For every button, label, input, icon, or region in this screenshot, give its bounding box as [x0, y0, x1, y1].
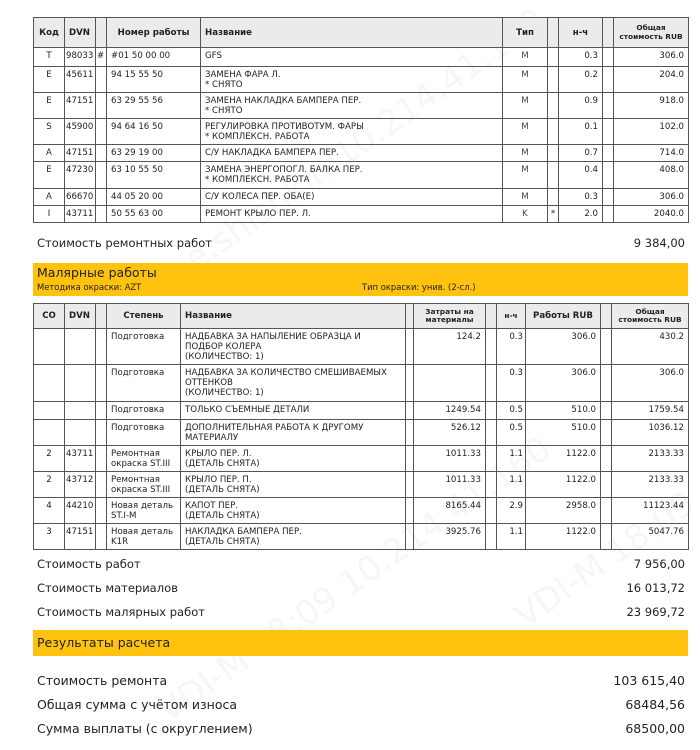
cell-co — [34, 365, 65, 402]
cell-type: M — [503, 145, 548, 162]
payout-label: Сумма выплаты (с округлением) — [37, 720, 253, 736]
cell-dvn: 47151 — [65, 524, 96, 550]
cell-work: 306.0 — [526, 365, 601, 402]
repair-cost-row — [33, 668, 688, 692]
cell-hours: 1.1 — [497, 524, 526, 550]
cell-work-number: 94 64 16 50 — [107, 119, 201, 145]
cell-name — [181, 365, 406, 402]
cell-materials: 8165.44 — [414, 498, 486, 524]
cell-code: E — [34, 162, 65, 189]
col-header-blank — [96, 304, 107, 329]
cell-total: 2133.33 — [612, 472, 689, 498]
level-line-1: Новая деталь — [111, 527, 174, 537]
paint-materials-total-row — [33, 576, 688, 600]
cell-flag — [96, 145, 107, 162]
col-header-total: Общая стоимость RUB — [614, 18, 689, 48]
paint-section-header — [33, 263, 688, 296]
level-line-2: окраска ST.III — [111, 485, 171, 495]
cell-name — [181, 472, 406, 498]
cell-mark — [548, 119, 559, 145]
cell-blank — [96, 402, 107, 420]
table-row — [34, 93, 689, 119]
cell-work-number: 44 05 20 00 — [107, 189, 201, 206]
col-header-blank — [601, 304, 612, 329]
cell-level — [107, 472, 181, 498]
cell-name — [201, 48, 503, 67]
cell-mark: * — [548, 206, 559, 223]
depreciated-total-value: 68484,56 — [625, 696, 685, 712]
table-header-row — [34, 18, 689, 48]
results-section-header — [33, 630, 688, 656]
level-line-1: Ремонтная — [111, 475, 160, 485]
cell-flag: # — [96, 48, 107, 67]
cell-materials: 1249.54 — [414, 402, 486, 420]
col-header-flag — [96, 18, 107, 48]
level-line-1: Ремонтная — [111, 449, 160, 459]
cell-dvn: 47151 — [65, 145, 96, 162]
cell-hours: 0.2 — [559, 67, 603, 93]
cell-blank — [406, 329, 414, 365]
cell-blank — [406, 498, 414, 524]
table-row — [34, 446, 689, 472]
table-row — [34, 365, 689, 402]
name-line-2: * СНЯТО — [205, 106, 243, 116]
repair-total-value: 9 384,00 — [633, 236, 685, 250]
cell-code: S — [34, 119, 65, 145]
cell-blank — [96, 420, 107, 446]
cell-level — [107, 446, 181, 472]
cell-co — [34, 329, 65, 365]
cell-blank — [603, 162, 614, 189]
cell-blank — [603, 145, 614, 162]
table-row — [34, 67, 689, 93]
cell-blank — [96, 498, 107, 524]
cell-dvn: 47151 — [65, 93, 96, 119]
cell-name — [201, 145, 503, 162]
cell-materials — [414, 365, 486, 402]
cell-hours: 1.1 — [497, 446, 526, 472]
col-header-work: Работы RUB — [526, 304, 601, 329]
cell-dvn — [65, 402, 96, 420]
name-line-2: * КОМПЛЕКСН. РАБОТА — [205, 175, 310, 185]
col-header-name: Название — [181, 304, 406, 329]
table-row — [34, 420, 689, 446]
name-line-2: ОТТЕНКОВ — [185, 378, 233, 388]
col-header-type: Тип — [503, 18, 548, 48]
cell-blank — [406, 524, 414, 550]
paint-type: Тип окраски: унив. (2-сл.) — [362, 282, 476, 292]
depreciated-total-label: Общая сумма с учётом износа — [37, 696, 238, 712]
name-line-1: ТОЛЬКО СЪЕМНЫЕ ДЕТАЛИ — [185, 405, 310, 415]
cell-co — [34, 420, 65, 446]
name-line-1: РЕГУЛИРОВКА ПРОТИВОТУМ. ФАРЫ — [205, 122, 364, 132]
col-header-hours: н-ч — [497, 304, 526, 329]
cell-type: K — [503, 206, 548, 223]
level-line-1: Подготовка — [111, 423, 165, 433]
cell-total: 306.0 — [614, 48, 689, 67]
col-header-dvn: DVN — [65, 304, 96, 329]
col-header-work-number: Номер работы — [107, 18, 201, 48]
cell-work-number: #01 50 00 00 — [107, 48, 201, 67]
paint-section-title: Малярные работы — [37, 265, 157, 280]
table-row — [34, 189, 689, 206]
cell-mark — [548, 48, 559, 67]
name-line-1: С/У НАКЛАДКА БАМПЕРА ПЕР. — [205, 148, 339, 158]
table-row — [34, 145, 689, 162]
cell-co: 2 — [34, 472, 65, 498]
cell-total: 2133.33 — [612, 446, 689, 472]
depreciated-total-row — [33, 692, 688, 716]
table-row — [34, 119, 689, 145]
cell-materials: 3925.76 — [414, 524, 486, 550]
repair-total-label: Стоимость ремонтных работ — [37, 236, 212, 250]
cell-mark — [548, 189, 559, 206]
cell-work: 2958.0 — [526, 498, 601, 524]
cell-dvn: 98033 — [65, 48, 96, 67]
paint-total-label: Стоимость малярных работ — [37, 605, 205, 619]
name-line-1: С/У КОЛЕСА ПЕР. ОБА(Е) — [205, 192, 315, 202]
cell-blank — [486, 446, 497, 472]
paint-materials-total-value: 16 013,72 — [626, 581, 685, 595]
name-line-1: РЕМОНТ КРЫЛО ПЕР. Л. — [205, 209, 311, 219]
name-line-2: МАТЕРИАЛУ — [185, 433, 239, 443]
table-row — [34, 206, 689, 223]
cell-hours: 0.3 — [559, 189, 603, 206]
cell-blank — [603, 48, 614, 67]
cell-name — [181, 524, 406, 550]
cell-work-number: 94 15 55 50 — [107, 67, 201, 93]
cell-hours: 0.3 — [497, 329, 526, 365]
name-line-1: КРЫЛО ПЕР. П. — [185, 475, 252, 485]
cell-type: M — [503, 48, 548, 67]
table-header-row — [34, 304, 689, 329]
cell-blank — [486, 420, 497, 446]
col-header-blank — [603, 18, 614, 48]
cell-hours: 0.7 — [559, 145, 603, 162]
cell-flag — [96, 93, 107, 119]
level-line-1: Подготовка — [111, 368, 165, 378]
cell-blank — [601, 329, 612, 365]
cell-work: 510.0 — [526, 402, 601, 420]
col-header-code: Код — [34, 18, 65, 48]
cell-blank — [486, 472, 497, 498]
cell-dvn — [65, 365, 96, 402]
cell-name — [181, 420, 406, 446]
col-header-materials: Затраты на материалы — [414, 304, 486, 329]
name-line-1: ЗАМЕНА ФАРА Л. — [205, 70, 281, 80]
name-line-1: НАДБАВКА ЗА НАПЫЛЕНИЕ ОБРАЗЦА И — [185, 332, 361, 342]
cell-blank — [96, 446, 107, 472]
results-list — [33, 668, 688, 740]
cell-materials: 124.2 — [414, 329, 486, 365]
cell-flag — [96, 189, 107, 206]
cell-blank — [486, 329, 497, 365]
table-row — [34, 524, 689, 550]
col-header-blank — [406, 304, 414, 329]
cell-blank — [601, 498, 612, 524]
cell-blank — [601, 420, 612, 446]
cell-co: 2 — [34, 446, 65, 472]
cell-blank — [486, 524, 497, 550]
cell-total: 430.2 — [612, 329, 689, 365]
cell-materials: 1011.33 — [414, 446, 486, 472]
cell-blank — [603, 93, 614, 119]
cell-dvn: 45611 — [65, 67, 96, 93]
cell-name — [181, 498, 406, 524]
cell-work: 306.0 — [526, 329, 601, 365]
name-line-2: * КОМПЛЕКСН. РАБОТА — [205, 132, 310, 142]
name-line-1: КАПОТ ПЕР. — [185, 501, 238, 511]
cell-name — [201, 206, 503, 223]
cell-code: T — [34, 48, 65, 67]
name-line-1: ДОПОЛНИТЕЛЬНАЯ РАБОТА К ДРУГОМУ — [185, 423, 364, 433]
cell-work-number: 50 55 63 00 — [107, 206, 201, 223]
name-line-1: ЗАМЕНА НАКЛАДКА БАМПЕРА ПЕР. — [205, 96, 362, 106]
name-line-2: (ДЕТАЛЬ СНЯТА) — [185, 511, 260, 521]
cell-blank — [603, 189, 614, 206]
cell-blank — [603, 119, 614, 145]
name-line-1: ЗАМЕНА ЭНЕРГОПОГЛ. БАЛКА ПЕР. — [205, 165, 363, 175]
cell-blank — [96, 472, 107, 498]
cell-blank — [601, 402, 612, 420]
cell-type: M — [503, 189, 548, 206]
cell-co: 4 — [34, 498, 65, 524]
cell-hours: 0.3 — [559, 48, 603, 67]
name-line-1: НАДБАВКА ЗА КОЛИЧЕСТВО СМЕШИВАЕМЫХ — [185, 368, 387, 378]
table-row — [34, 329, 689, 365]
paint-totals — [33, 552, 688, 624]
cell-hours: 0.9 — [559, 93, 603, 119]
cell-total: 306.0 — [614, 189, 689, 206]
cell-dvn: 47230 — [65, 162, 96, 189]
cell-hours: 2.0 — [559, 206, 603, 223]
name-line-2: * СНЯТО — [205, 80, 243, 90]
cell-code: E — [34, 93, 65, 119]
cell-blank — [486, 402, 497, 420]
cell-hours: 0.5 — [497, 420, 526, 446]
col-header-blank — [486, 304, 497, 329]
name-line-3: (КОЛИЧЕСТВО: 1) — [185, 388, 264, 398]
level-line-1: Подготовка — [111, 405, 165, 415]
cell-blank — [486, 498, 497, 524]
cell-work: 1122.0 — [526, 524, 601, 550]
name-line-2: (ДЕТАЛЬ СНЯТА) — [185, 485, 260, 495]
col-header-name: Название — [201, 18, 503, 48]
paint-method: Методика окраски: AZT — [37, 282, 142, 292]
paint-total-row — [33, 600, 688, 624]
cell-dvn — [65, 329, 96, 365]
cell-blank — [406, 420, 414, 446]
cell-blank — [406, 472, 414, 498]
paint-total-value: 23 969,72 — [626, 605, 685, 619]
name-line-1: НАКЛАДКА БАМПЕРА ПЕР. — [185, 527, 302, 537]
cell-level — [107, 524, 181, 550]
cell-total: 5047.76 — [612, 524, 689, 550]
cell-work-number: 63 29 19 00 — [107, 145, 201, 162]
cell-hours: 1.1 — [497, 472, 526, 498]
cell-flag — [96, 162, 107, 189]
table-row — [34, 162, 689, 189]
col-header-level: Степень — [107, 304, 181, 329]
cell-mark — [548, 162, 559, 189]
col-header-total: Общая стоимость RUB — [612, 304, 689, 329]
cell-name — [201, 93, 503, 119]
cell-co — [34, 402, 65, 420]
table-row — [34, 48, 689, 67]
cell-dvn: 45900 — [65, 119, 96, 145]
cell-total: 1036.12 — [612, 420, 689, 446]
col-header-co: CO — [34, 304, 65, 329]
repair-works-table — [33, 17, 689, 223]
cell-hours: 0.3 — [497, 365, 526, 402]
name-line-2: (ДЕТАЛЬ СНЯТА) — [185, 459, 260, 469]
name-line-2: ПОДБОР КОЛЕРА — [185, 342, 262, 352]
cell-hours: 0.4 — [559, 162, 603, 189]
cell-flag — [96, 206, 107, 223]
col-header-dvn: DVN — [65, 18, 96, 48]
cell-blank — [601, 446, 612, 472]
cell-code: E — [34, 67, 65, 93]
paint-work-total-row — [33, 552, 688, 576]
cell-blank — [406, 365, 414, 402]
level-line-1: Подготовка — [111, 332, 165, 342]
level-line-2: окраска ST.III — [111, 459, 171, 469]
cell-co: 3 — [34, 524, 65, 550]
payout-value: 68500,00 — [625, 720, 685, 736]
cell-name — [201, 189, 503, 206]
cell-dvn: 66670 — [65, 189, 96, 206]
cell-name — [201, 119, 503, 145]
cell-blank — [486, 365, 497, 402]
cell-total: 714.0 — [614, 145, 689, 162]
cell-blank — [406, 446, 414, 472]
cell-dvn: 43712 — [65, 472, 96, 498]
cell-work: 510.0 — [526, 420, 601, 446]
table-row — [34, 498, 689, 524]
cell-dvn: 43711 — [65, 446, 96, 472]
cell-hours: 0.1 — [559, 119, 603, 145]
cell-total: 11123.44 — [612, 498, 689, 524]
cell-level — [107, 329, 181, 365]
cell-total: 2040.0 — [614, 206, 689, 223]
cell-flag — [96, 67, 107, 93]
table-row — [34, 402, 689, 420]
cell-code: I — [34, 206, 65, 223]
cell-hours: 0.5 — [497, 402, 526, 420]
cell-name — [201, 162, 503, 189]
cell-blank — [406, 402, 414, 420]
cell-blank — [96, 329, 107, 365]
col-header-mark — [548, 18, 559, 48]
paint-work-total-value: 7 956,00 — [633, 557, 685, 571]
cell-blank — [601, 524, 612, 550]
cell-type: M — [503, 93, 548, 119]
cell-hours: 2.9 — [497, 498, 526, 524]
calculation-document — [33, 17, 688, 740]
cell-work-number: 63 10 55 50 — [107, 162, 201, 189]
cell-type: M — [503, 162, 548, 189]
cell-name — [181, 329, 406, 365]
cell-total: 1759.54 — [612, 402, 689, 420]
cell-name — [201, 67, 503, 93]
repair-cost-value: 103 615,40 — [613, 672, 685, 688]
cell-work: 1122.0 — [526, 446, 601, 472]
cell-mark — [548, 67, 559, 93]
cell-dvn — [65, 420, 96, 446]
cell-level — [107, 365, 181, 402]
col-header-hours: н-ч — [559, 18, 603, 48]
repair-cost-label: Стоимость ремонта — [37, 672, 168, 688]
cell-blank — [603, 206, 614, 223]
level-line-2: ST.I-M — [111, 511, 137, 521]
cell-total: 408.0 — [614, 162, 689, 189]
name-line-2: (ДЕТАЛЬ СНЯТА) — [185, 537, 260, 547]
cell-blank — [601, 472, 612, 498]
payout-row — [33, 716, 688, 740]
cell-dvn: 44210 — [65, 498, 96, 524]
cell-total: 204.0 — [614, 67, 689, 93]
cell-level — [107, 498, 181, 524]
name-line-3: (КОЛИЧЕСТВО: 1) — [185, 352, 264, 362]
cell-work-number: 63 29 55 56 — [107, 93, 201, 119]
cell-level — [107, 420, 181, 446]
cell-blank — [96, 524, 107, 550]
cell-blank — [603, 67, 614, 93]
table-row — [34, 472, 689, 498]
cell-type: M — [503, 67, 548, 93]
cell-mark — [548, 93, 559, 119]
cell-total: 918.0 — [614, 93, 689, 119]
cell-total: 102.0 — [614, 119, 689, 145]
cell-blank — [96, 365, 107, 402]
level-line-2: K1R — [111, 537, 129, 547]
repair-total-row — [33, 231, 688, 255]
cell-total: 306.0 — [612, 365, 689, 402]
cell-mark — [548, 145, 559, 162]
cell-name — [181, 402, 406, 420]
cell-dvn: 43711 — [65, 206, 96, 223]
cell-materials: 1011.33 — [414, 472, 486, 498]
name-line-1: КРЫЛО ПЕР. Л. — [185, 449, 252, 459]
cell-level — [107, 402, 181, 420]
results-title: Результаты расчета — [37, 635, 171, 650]
paint-materials-total-label: Стоимость материалов — [37, 581, 178, 595]
cell-code: A — [34, 189, 65, 206]
paint-work-total-label: Стоимость работ — [37, 557, 141, 571]
cell-type: M — [503, 119, 548, 145]
name-line-1: GFS — [205, 51, 222, 61]
cell-code: A — [34, 145, 65, 162]
level-line-1: Новая деталь — [111, 501, 174, 511]
cell-materials: 526.12 — [414, 420, 486, 446]
paint-works-table — [33, 303, 689, 550]
cell-flag — [96, 119, 107, 145]
cell-blank — [601, 365, 612, 402]
cell-name — [181, 446, 406, 472]
cell-work: 1122.0 — [526, 472, 601, 498]
